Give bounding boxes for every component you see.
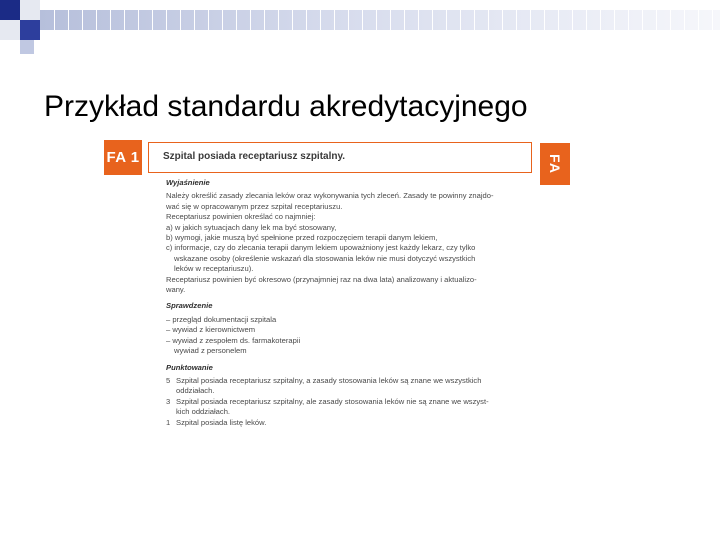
explanation-line: b) wymogi, jakie muszą być spełnione przed rozpoczęciem terapii danym lekiem, <box>166 233 438 243</box>
scoring-points: 1 <box>166 417 171 427</box>
standard-document-image <box>104 140 574 480</box>
scoring-text: Szpital posiada listę leków. <box>176 417 267 427</box>
explanation-line: Receptariusz powinien określać co najmniej: <box>166 212 316 222</box>
explanation-line: wskazane osoby (określenie wskazań dla stosowania leków nie musi dotyczyć wszystkich <box>174 253 476 263</box>
explanation-line: leków w receptariuszu). <box>174 264 254 274</box>
explanation-line: wać się w opracowanym przez szpital receptariuszu. <box>166 201 343 211</box>
decor-square <box>20 20 40 40</box>
decor-square <box>20 0 40 20</box>
standard-title-box <box>148 142 532 173</box>
slide-title: Przykład standardu akredytacyjnego <box>44 90 528 124</box>
check-line: – przegląd dokumentacji szpitala <box>166 314 277 324</box>
standard-title: Szpital posiada receptariusz szpitalny. <box>163 151 346 162</box>
scoring-item <box>166 397 546 418</box>
check-heading: Sprawdzenie <box>166 301 213 311</box>
scoring-item <box>166 418 546 428</box>
standard-code-tab: FA 1 <box>104 140 142 175</box>
check-line: – wywiad z kierownictwem <box>166 325 256 335</box>
check-line: wywiad z personelem <box>174 346 247 356</box>
explanation-line: Receptariusz powinien być okresowo (przynajmniej raz na dwa lata) analizowany i aktualizo- <box>166 274 477 284</box>
standard-body <box>166 178 546 428</box>
scoring-text: Szpital posiada receptariusz szpitalny, ale zasady stosowania leków nie są znane we wszyst- <box>176 396 489 406</box>
scoring-points: 3 <box>166 396 171 406</box>
explanation-line: Należy określić zasady zlecania leków oraz wykonywania tych zleceń. Zasady te powinny znajdo- <box>166 191 494 201</box>
decor-square <box>0 20 20 40</box>
section-side-tab-label: FA <box>546 154 563 174</box>
scoring-heading: Punktowanie <box>166 362 213 372</box>
decor-square <box>0 0 20 20</box>
explanation-line: c) informacje, czy do zlecania terapii danym lekiem upoważniony jest każdy lekarz, czy tylko <box>166 243 476 253</box>
explanation-line: wany. <box>166 285 186 295</box>
scoring-text: Szpital posiada receptariusz szpitalny, a zasady stosowania leków są znane we wszystkich <box>176 375 482 385</box>
decor-gradient-bar <box>40 10 720 30</box>
decor-square <box>20 40 34 54</box>
scoring-text: kich oddziałach. <box>176 407 231 417</box>
check-line: – wywiad z zespołem ds. farmakoterapii <box>166 335 301 345</box>
scoring-text: oddziałach. <box>176 386 215 396</box>
explanation-heading: Wyjaśnienie <box>166 178 210 187</box>
explanation-line: a) w jakich sytuacjach dany lek ma być stosowany, <box>166 222 337 232</box>
scoring-points: 5 <box>166 375 171 385</box>
scoring-item <box>166 376 546 397</box>
